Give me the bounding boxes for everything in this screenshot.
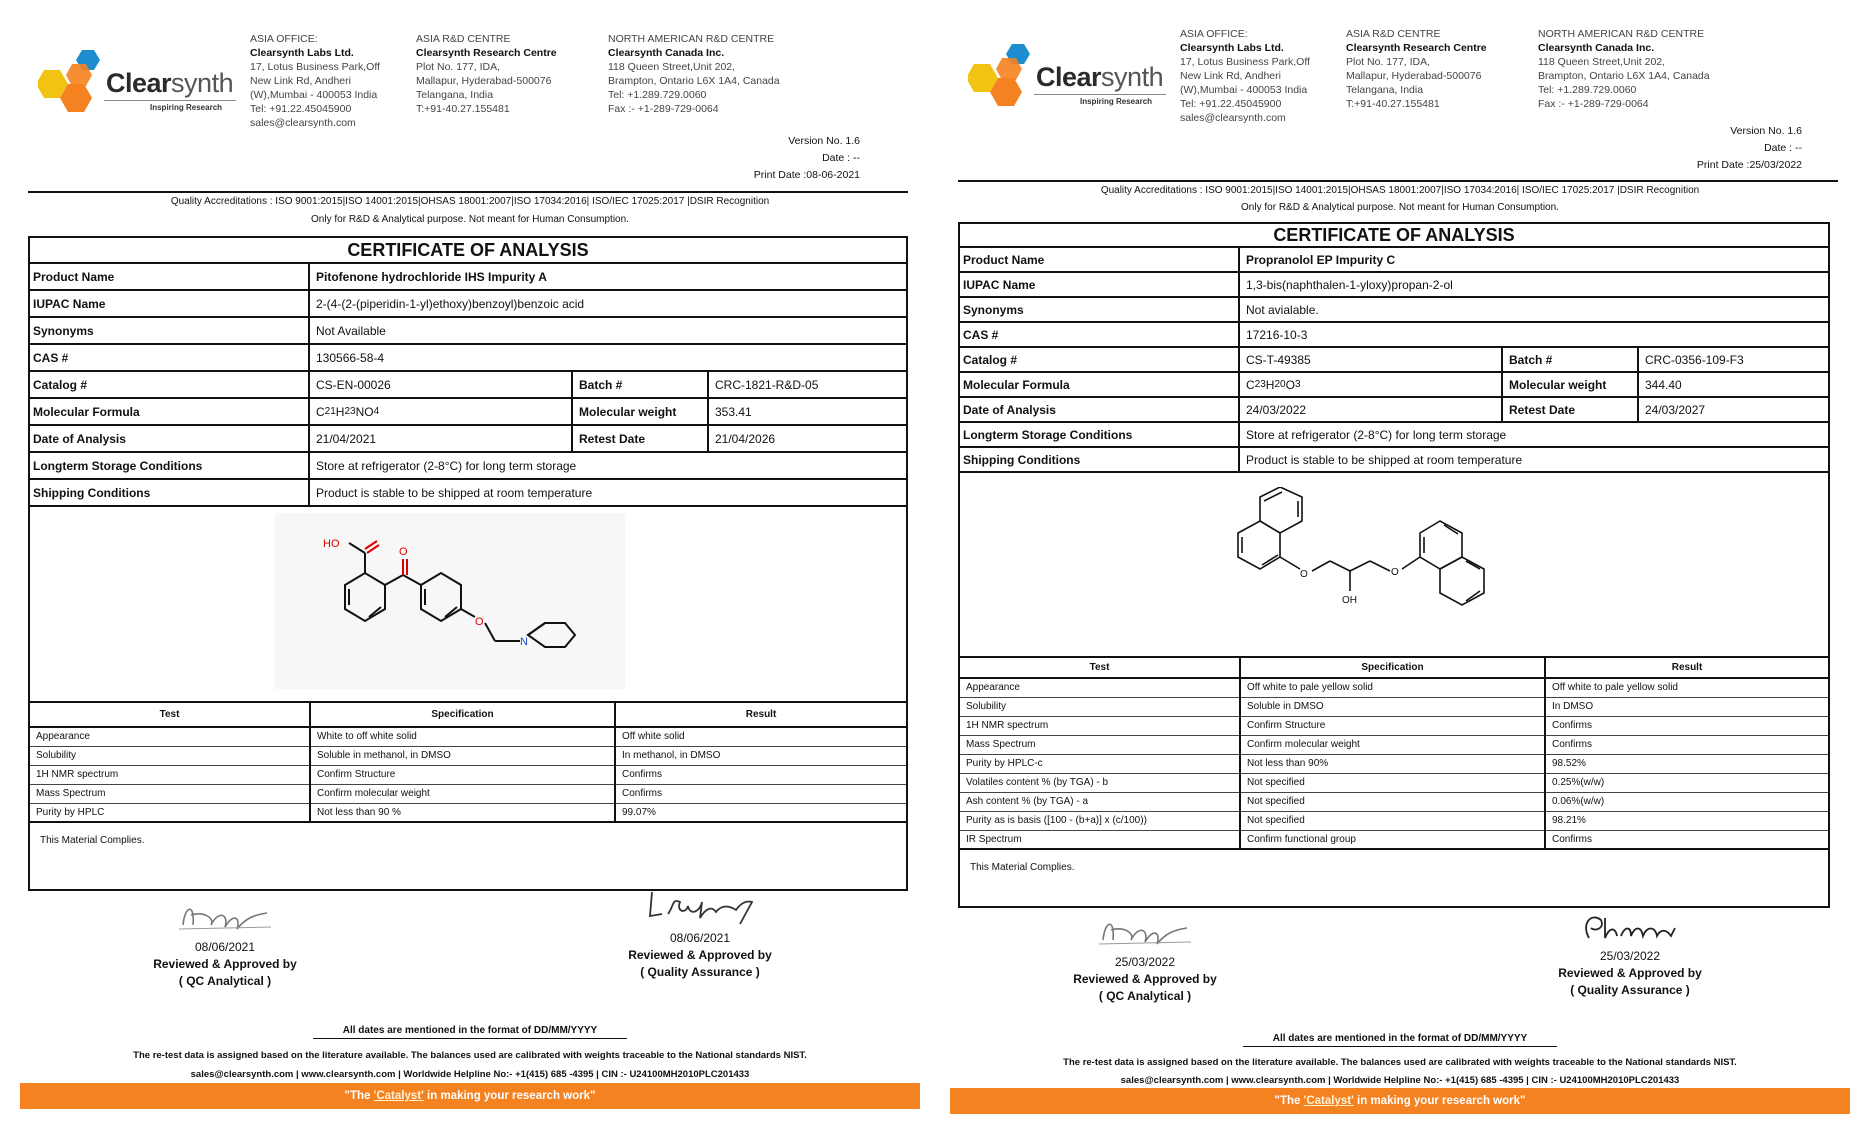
asia-office-address: ASIA OFFICE: Clearsynth Labs Ltd. 17, Lotus Business Park,Off New Link Rd, Andheri (W),Mumbai - 400053 India Tel: +91.22.45045900 sales@clearsynth.com: [250, 33, 380, 129]
coa-page-left: [20, 0, 920, 1130]
structure-label-ether-o: O: [475, 616, 484, 628]
date-analysis-row: Date of Analysis 24/03/2022 Retest Date 24/03/2027: [960, 398, 1828, 423]
formula-row: Molecular Formula C 21 H 23 NO 4 Molecular weight 353.41: [30, 399, 906, 426]
table-row: Volatiles content % (by TGA) - b Not specified 0.25%(w/w): [960, 773, 1828, 792]
retest-note: The re-test data is assigned based on the literature available. The balances used are calibrated with weights traceable to the National standards NIST.: [1063, 1057, 1737, 1068]
logo-wordmark: Clearsynth: [106, 68, 234, 98]
structure-label-n: N: [520, 636, 528, 648]
purpose-line: Only for R&D & Analytical purpose. Not meant for Human Consumption.: [1241, 202, 1559, 213]
slogan-bar: "The 'Catalyst' in making your research work": [20, 1083, 920, 1109]
clearsynth-logo: [38, 48, 238, 122]
table-row: Solubility Soluble in methanol, in DMSO In methanol, in DMSO: [30, 746, 906, 765]
complies-note: This Material Complies.: [40, 835, 145, 846]
qc-sign-date: 08/06/2021: [194, 940, 256, 954]
structure-label-o2: O: [1391, 567, 1399, 578]
table-row: Ash content % (by TGA) - a Not specified 0.06%(w/w): [960, 792, 1828, 811]
table-row: Purity as is basis ([100 - (b+a)] x (c/100)) Not specified 98.21%: [960, 811, 1828, 830]
qc-signature-block: 08/06/2021 Reviewed & Approved by ( QC Analytical ): [130, 895, 320, 990]
table-row: Appearance Off white to pale yellow solid Off white to pale yellow solid: [960, 678, 1828, 697]
date-analysis-row: Date of Analysis 21/04/2021 Retest Date 21/04/2026: [30, 426, 906, 453]
col-result-header: Result: [615, 703, 906, 727]
table-row: IR Spectrum Confirm functional group Confirms: [960, 830, 1828, 849]
purpose-line: Only for R&D & Analytical purpose. Not meant for Human Consumption.: [311, 214, 629, 225]
retest-note: The re-test data is assigned based on the literature available. The balances used are calibrated with weights traceable to the National standards NIST.: [133, 1050, 807, 1061]
test-results-table: [30, 703, 906, 823]
structure-label-oh: OH: [1342, 595, 1357, 606]
col-spec-header: Specification: [1240, 658, 1545, 678]
cas-row: CAS # 130566-58-4: [30, 345, 906, 372]
asia-rd-address: ASIA R&D CENTRE Clearsynth Research Centre Plot No. 177, IDA, Mallapur, Hyderabad-500076 Telangana, India T:+91-40.27.155481: [1346, 28, 1487, 110]
date-format-note: All dates are mentioned in the format of DD/MM/YYYY: [950, 1033, 1850, 1044]
qc-sign-date: 25/03/2022: [1114, 955, 1176, 969]
catalog-row: Catalog # CS-EN-00026 Batch # CRC-1821-R&D-05: [30, 372, 906, 399]
doc-date: Date : --: [822, 152, 860, 164]
contact-line: sales@clearsynth.com | www.clearsynth.com | Worldwide Helpline No:- +1(415) 685 -4395 | CIN :- U24100MH2010PLC201433: [190, 1069, 750, 1080]
na-rd-address: NORTH AMERICAN R&D CENTRE Clearsynth Canada Inc. 118 Queen Street,Unit 202, Brampton, Ontario L6X 1A4, Canada Tel: +1.289.729.0060 Fax :- +1-289-729-0064: [1538, 28, 1710, 110]
date-format-note: All dates are mentioned in the format of DD/MM/YYYY: [20, 1025, 920, 1036]
chemical-structure: [30, 507, 906, 703]
test-results-table: [960, 658, 1828, 850]
col-test-header: Test: [30, 703, 310, 727]
storage-row: Longterm Storage Conditions Store at refrigerator (2-8°C) for long term storage: [960, 423, 1828, 448]
certificate-title: CERTIFICATE OF ANALYSIS: [960, 224, 1828, 248]
hexagon-logo-icon: [968, 42, 1038, 112]
table-row: Mass Spectrum Confirm molecular weight Confirms: [30, 784, 906, 803]
hexagon-logo-icon: [38, 48, 108, 118]
product-name-row: Product Name Pitofenone hydrochloride IHS Impurity A: [30, 264, 906, 291]
qa-sign-date: 25/03/2022: [1599, 949, 1661, 963]
catalog-row: Catalog # CS-T-49385 Batch # CRC-0356-109-F3: [960, 348, 1828, 373]
qa-signature: [640, 886, 760, 926]
molecular-formula: C 23 H 20 O 3: [1240, 373, 1503, 396]
version-number: Version No. 1.6: [1730, 125, 1802, 137]
accreditation-line: Quality Accreditations : ISO 9001:2015|ISO 14001:2015|OHSAS 18001:2007|ISO 17034:2016| ISO/IEC 17025:2017 |DSIR Recognition: [1100, 185, 1700, 196]
synonyms-row: Synonyms Not Available: [30, 318, 906, 345]
doc-date: Date : --: [1764, 142, 1802, 154]
formula-row: Molecular Formula C 23 H 20 O 3 Molecular weight 344.40: [960, 373, 1828, 398]
certificate-title: CERTIFICATE OF ANALYSIS: [30, 238, 906, 264]
certificate-box: [28, 236, 908, 891]
qc-signature: [1095, 910, 1195, 950]
table-row: Solubility Soluble in DMSO In DMSO: [960, 697, 1828, 716]
product-name-row: Product Name Propranolol EP Impurity C: [960, 248, 1828, 273]
table-row: Purity by HPLC Not less than 90 % 99.07%: [30, 803, 906, 822]
qa-sign-date: 08/06/2021: [669, 931, 731, 945]
chemical-structure: [960, 473, 1828, 658]
asia-rd-address: ASIA R&D CENTRE Clearsynth Research Centre Plot No. 177, IDA, Mallapur, Hyderabad-500076 Telangana, India T:+91-40.27.155481: [416, 33, 557, 115]
table-row: 1H NMR spectrum Confirm Structure Confirms: [30, 765, 906, 784]
iupac-row: IUPAC Name 1,3-bis(naphthalen-1-yloxy)propan-2-ol: [960, 273, 1828, 298]
qc-signature-block: 25/03/2022 Reviewed & Approved by ( QC Analytical ): [1050, 910, 1240, 1005]
version-number: Version No. 1.6: [788, 135, 860, 147]
iupac-row: IUPAC Name 2-(4-(2-(piperidin-1-yl)ethoxy)benzoyl)benzoic acid: [30, 291, 906, 318]
table-row: Appearance White to off white solid Off white solid: [30, 727, 906, 746]
qa-signature: [1575, 910, 1685, 944]
clearsynth-logo: [968, 42, 1168, 116]
synonyms-row: Synonyms Not avialable.: [960, 298, 1828, 323]
qc-signature: [175, 895, 275, 935]
shipping-row: Shipping Conditions Product is stable to be shipped at room temperature: [30, 480, 906, 507]
version-block: [1602, 123, 1802, 174]
coa-page-right: [950, 0, 1850, 1130]
logo-tagline: Inspiring Research: [150, 103, 223, 112]
slogan-bar: "The 'Catalyst' in making your research work": [950, 1088, 1850, 1114]
qa-signature-block: 25/03/2022 Reviewed & Approved by ( Quality Assurance ): [1530, 910, 1730, 999]
complies-note: This Material Complies.: [970, 862, 1075, 873]
logo-tagline: Inspiring Research: [1080, 97, 1153, 106]
certificate-box: [958, 222, 1830, 908]
print-date: Print Date :25/03/2022: [1696, 159, 1802, 171]
col-test-header: Test: [960, 658, 1240, 678]
storage-row: Longterm Storage Conditions Store at refrigerator (2-8°C) for long term storage: [30, 453, 906, 480]
accreditation-line: Quality Accreditations : ISO 9001:2015|ISO 14001:2015|OHSAS 18001:2007|ISO 17034:2016| ISO/IEC 17025:2017 |DSIR Recognition: [170, 196, 770, 207]
table-row: Mass Spectrum Confirm molecular weight Confirms: [960, 735, 1828, 754]
contact-line: sales@clearsynth.com | www.clearsynth.com | Worldwide Helpline No:- +1(415) 685 -4395 | CIN :- U24100MH2010PLC201433: [1120, 1075, 1680, 1086]
qa-signature-block: 08/06/2021 Reviewed & Approved by ( Quality Assurance ): [600, 886, 800, 981]
col-result-header: Result: [1545, 658, 1828, 678]
structure-diagram-right: [1230, 487, 1550, 637]
structure-label-acid: HO: [323, 538, 340, 550]
print-date: Print Date :08-06-2021: [753, 169, 860, 181]
version-block: [660, 133, 860, 184]
structure-diagram-left: [275, 513, 625, 689]
structure-label-ketone-o: O: [399, 546, 408, 558]
cas-row: CAS # 17216-10-3: [960, 323, 1828, 348]
col-spec-header: Specification: [310, 703, 615, 727]
structure-label-o1: O: [1300, 569, 1308, 580]
molecular-formula: C 21 H 23 NO 4: [310, 399, 573, 424]
asia-office-address: ASIA OFFICE: Clearsynth Labs Ltd. 17, Lotus Business Park,Off New Link Rd, Andheri (W),Mumbai - 400053 India Tel: +91.22.45045900 sales@clearsynth.com: [1180, 28, 1310, 124]
logo-wordmark: Clearsynth: [1036, 62, 1164, 92]
na-rd-address: NORTH AMERICAN R&D CENTRE Clearsynth Canada Inc. 118 Queen Street,Unit 202, Brampton, Ontario L6X 1A4, Canada Tel: +1.289.729.0060 Fax :- +1-289-729-0064: [608, 33, 780, 115]
table-row: Purity by HPLC-c Not less than 90% 98.52%: [960, 754, 1828, 773]
table-row: 1H NMR spectrum Confirm Structure Confirms: [960, 716, 1828, 735]
shipping-row: Shipping Conditions Product is stable to be shipped at room temperature: [960, 448, 1828, 473]
